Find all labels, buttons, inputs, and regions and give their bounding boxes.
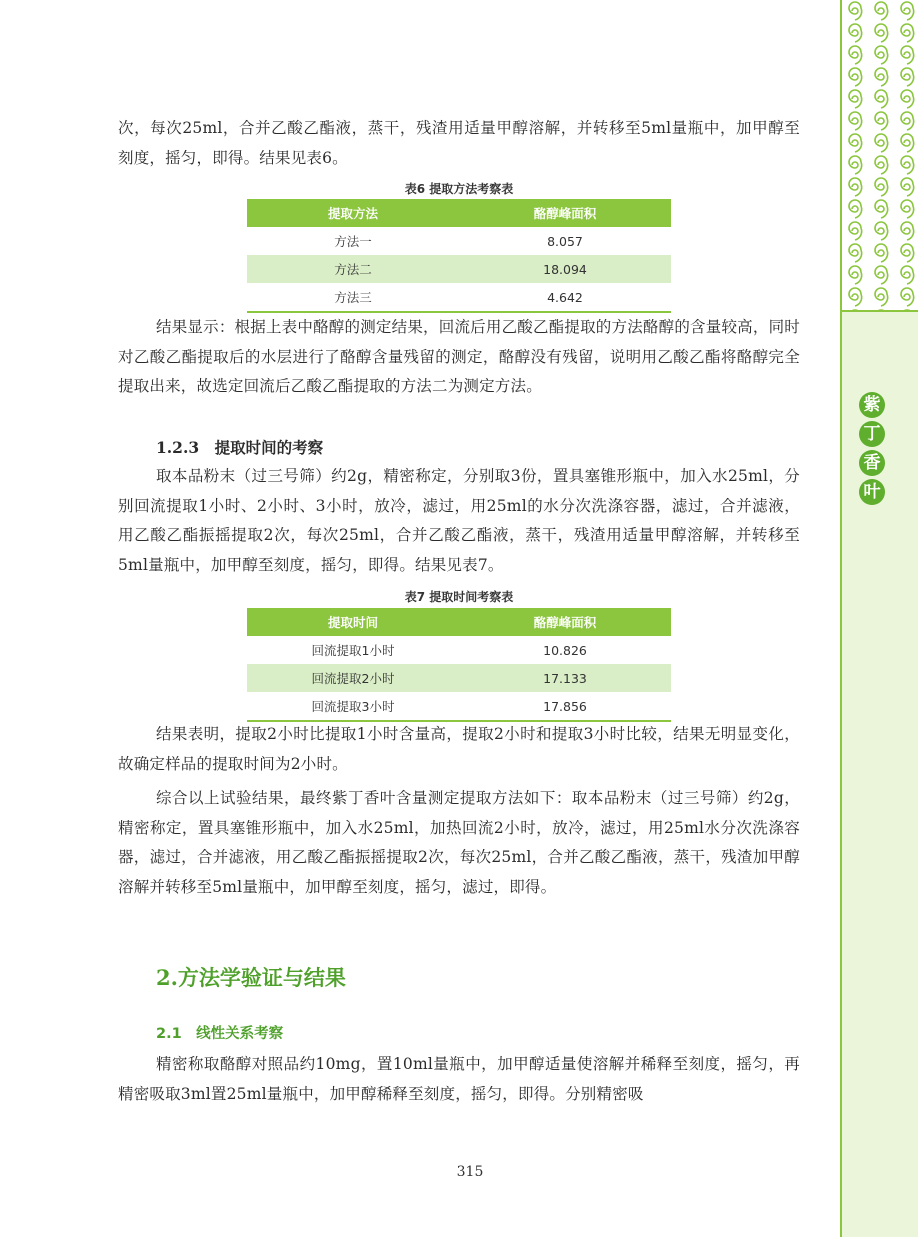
swirl-pattern-icon bbox=[842, 0, 918, 310]
subsection-heading-1-2-3: 1.2.3 提取时间的考察 bbox=[156, 438, 324, 457]
book-title-vertical bbox=[859, 392, 889, 508]
title-char: 丁 bbox=[859, 421, 885, 447]
table-row bbox=[247, 283, 671, 312]
table-cell: 方法三 bbox=[247, 283, 459, 312]
table6 bbox=[247, 199, 671, 313]
table-cell: 回流提取2小时 bbox=[247, 664, 459, 692]
table-header-cell: 提取方法 bbox=[247, 199, 459, 227]
table-row bbox=[247, 636, 671, 664]
table7 bbox=[247, 608, 671, 722]
title-char: 香 bbox=[859, 450, 885, 476]
table-cell: 方法一 bbox=[334, 234, 372, 249]
table-cell: 18.094 bbox=[459, 255, 671, 283]
page-number: 315 bbox=[456, 1164, 484, 1180]
subsection-heading-2-1: 2.1 线性关系考察 bbox=[156, 1026, 284, 1042]
section-heading-2: 2.方法学验证与结果 bbox=[156, 965, 346, 990]
paragraph-results-time: 结果表明，提取2小时比提取1小时含量高，提取2小时和提取3小时比较，结果无明显变化，故确定样品的提取时间为2小时。 bbox=[118, 725, 800, 773]
table-cell: 17.856 bbox=[459, 692, 671, 721]
table-cell: 回流提取1小时 bbox=[311, 643, 395, 658]
title-char: 紫 bbox=[859, 392, 885, 418]
side-band bbox=[840, 0, 918, 1237]
table-cell: 10.826 bbox=[543, 642, 587, 658]
paragraph-continuation: 次，每次25ml，合并乙酸乙酯液，蒸干，残渣用适量甲醇溶解，并转移至5ml量瓶中，加甲醇至刻度，摇匀，即得。结果见表6。 bbox=[118, 119, 800, 167]
paragraph-summary-method: 综合以上试验结果，最终紫丁香叶含量测定提取方法如下：取本品粉末（过三号筛）约2g，精密称定，置具塞锥形瓶中，加入水25ml，加热回流2小时，放冷，滤过，用25ml水分次洗涤容器，滤过，合并滤液，用乙酸乙酯振摇提取2次，每次25ml，合并乙酸乙酯液，蒸干，残渣加甲醇溶解并转移至5ml量瓶中，加甲醇至刻度，摇匀，滤过，即得。 bbox=[118, 789, 800, 896]
swirl-pattern-decoration bbox=[842, 0, 918, 312]
table-row bbox=[247, 692, 671, 721]
paragraph-results-method: 结果显示：根据上表中酪醇的测定结果，回流后用乙酸乙酯提取的方法酪醇的含量较高，同时对乙酸乙酯提取后的水层进行了酪醇含量残留的测定，酪醇没有残留，说明用乙酸乙酯将酪醇完全提取出来，故选定回流后乙酸乙酯提取的方法二为测定方法。 bbox=[118, 318, 800, 395]
table-cell: 方法二 bbox=[247, 255, 459, 283]
paragraph-extraction-time: 取本品粉末（过三号筛）约2g，精密称定，分别取3份，置具塞锥形瓶中，加入水25ml，分别回流提取1小时、2小时、3小时，放冷，滤过，用25ml的水分次洗涤容器，滤过，合并滤液，用乙酸乙酯振摇提取2次，每次25ml，合并乙酸乙酯液，蒸干，残渣用适量甲醇溶解，并转移至5ml量瓶中，加甲醇至刻度，摇匀，即得。结果见表7。 bbox=[118, 467, 800, 574]
table-row bbox=[247, 255, 671, 283]
table-cell: 4.642 bbox=[459, 283, 671, 312]
table-header-row bbox=[247, 199, 671, 227]
table-row bbox=[247, 664, 671, 692]
table7-caption: 表7 提取时间考察表 bbox=[404, 590, 514, 604]
table-header-cell: 酪醇峰面积 bbox=[459, 608, 671, 636]
table-header-cell: 提取时间 bbox=[247, 608, 459, 636]
table-cell: 回流提取3小时 bbox=[247, 692, 459, 721]
paragraph-linearity: 精密称取酪醇对照品约10mg，置10ml量瓶中，加甲醇适量使溶解并稀释至刻度，摇匀，再精密吸取3ml置25ml量瓶中，加甲醇稀释至刻度，摇匀，即得。分别精密吸 bbox=[118, 1055, 800, 1103]
table-cell: 17.133 bbox=[459, 664, 671, 692]
table-row bbox=[247, 227, 671, 255]
table-cell: 8.057 bbox=[547, 233, 583, 249]
table-header-row bbox=[247, 608, 671, 636]
table6-caption: 表6 提取方法考察表 bbox=[404, 182, 514, 196]
table-header-cell: 酪醇峰面积 bbox=[459, 199, 671, 227]
title-char: 叶 bbox=[859, 479, 885, 505]
